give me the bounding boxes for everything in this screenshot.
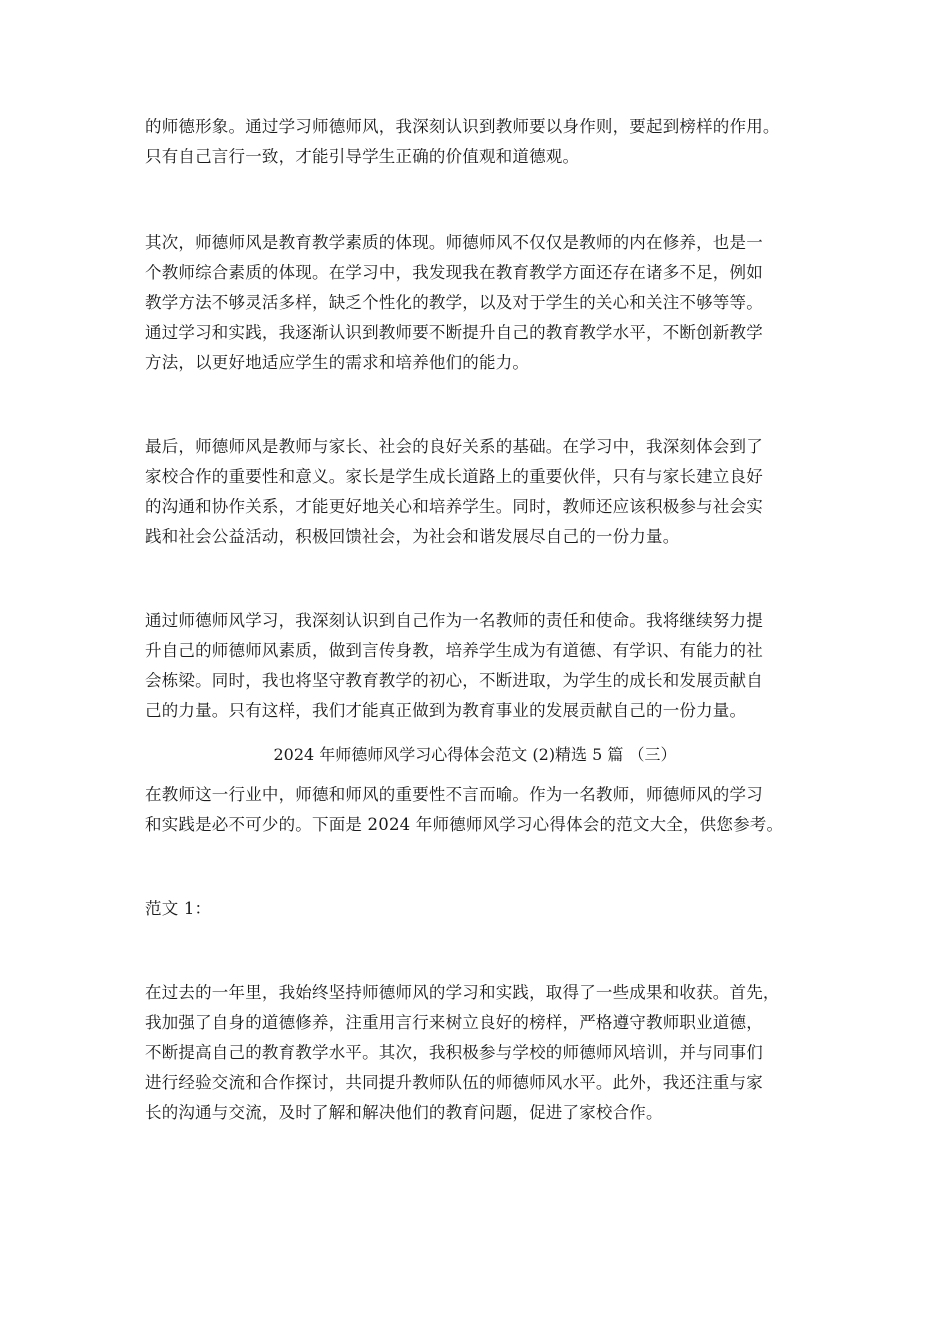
- paragraph-4-line-1: 通过师德师风学习，我深刻认识到自己作为一名教师的责任和使命。我将继续努力提: [145, 611, 763, 630]
- paragraph-2-line-5: 方法，以更好地适应学生的需求和培养他们的能力。: [145, 353, 530, 372]
- paragraph-2-line-2: 个教师综合素质的体现。在学习中，我发现我在教育教学方面还存在诸多不足，例如: [145, 263, 763, 282]
- sample-line-5: 长的沟通与交流，及时了解和解决他们的教育问题，促进了家校合作。: [145, 1103, 663, 1122]
- paragraph-2-line-3: 教学方法不够灵活多样，缺乏个性化的教学，以及对于学生的关心和关注不够等等。: [145, 293, 763, 312]
- paragraph-4-line-2: 升自己的师德师风素质，做到言传身教，培养学生成为有道德、有学识、有能力的社: [145, 641, 763, 660]
- paragraph-3-line-4: 践和社会公益活动，积极回馈社会，为社会和谐发展尽自己的一份力量。: [145, 527, 680, 546]
- sample-line-3: 不断提高自己的教育教学水平。其次，我积极参与学校的师德师风培训，并与同事们: [145, 1043, 763, 1062]
- paragraph-2-line-4: 通过学习和实践，我逐渐认识到教师要不断提升自己的教育教学水平，不断创新教学: [145, 323, 763, 342]
- section-heading: 2024 年师德师风学习心得体会范文 (2)精选 5 篇 （三）: [273, 745, 677, 764]
- sample-label: 范文 1：: [145, 899, 212, 918]
- intro-line-1: 在教师这一行业中，师德和师风的重要性不言而喻。作为一名教师，师德师风的学习: [145, 785, 763, 804]
- paragraph-4-line-3: 会栋梁。同时，我也将坚守教育教学的初心，不断进取，为学生的成长和发展贡献自: [145, 671, 763, 690]
- paragraph-3-line-1: 最后，师德师风是教师与家长、社会的良好关系的基础。在学习中，我深刻体会到了: [145, 437, 763, 456]
- paragraph-1-line-1: 的师德形象。通过学习师德师风，我深刻认识到教师要以身作则，要起到榜样的作用。: [145, 117, 780, 136]
- paragraph-3-line-2: 家校合作的重要性和意义。家长是学生成长道路上的重要伙伴，只有与家长建立良好: [145, 467, 763, 486]
- paragraph-4-line-4: 己的力量。只有这样，我们才能真正做到为教育事业的发展贡献自己的一份力量。: [145, 701, 747, 720]
- sample-line-2: 我加强了自身的道德修养，注重用言行来树立良好的榜样，严格遵守教师职业道德，: [145, 1013, 763, 1032]
- intro-line-2: 和实践是必不可少的。下面是 2024 年师德师风学习心得体会的范文大全，供您参考。: [145, 815, 784, 834]
- paragraph-3-line-3: 的沟通和协作关系，才能更好地关心和培养学生。同时，教师还应该积极参与社会实: [145, 497, 763, 516]
- paragraph-2-line-1: 其次，师德师风是教育教学素质的体现。师德师风不仅仅是教师的内在修养，也是一: [145, 233, 763, 252]
- sample-line-1: 在过去的一年里，我始终坚持师德师风的学习和实践，取得了一些成果和收获。首先，: [145, 983, 780, 1002]
- sample-line-4: 进行经验交流和合作探讨，共同提升教师队伍的师德师风水平。此外，我还注重与家: [145, 1073, 763, 1092]
- paragraph-1-line-2: 只有自己言行一致，才能引导学生正确的价值观和道德观。: [145, 147, 580, 166]
